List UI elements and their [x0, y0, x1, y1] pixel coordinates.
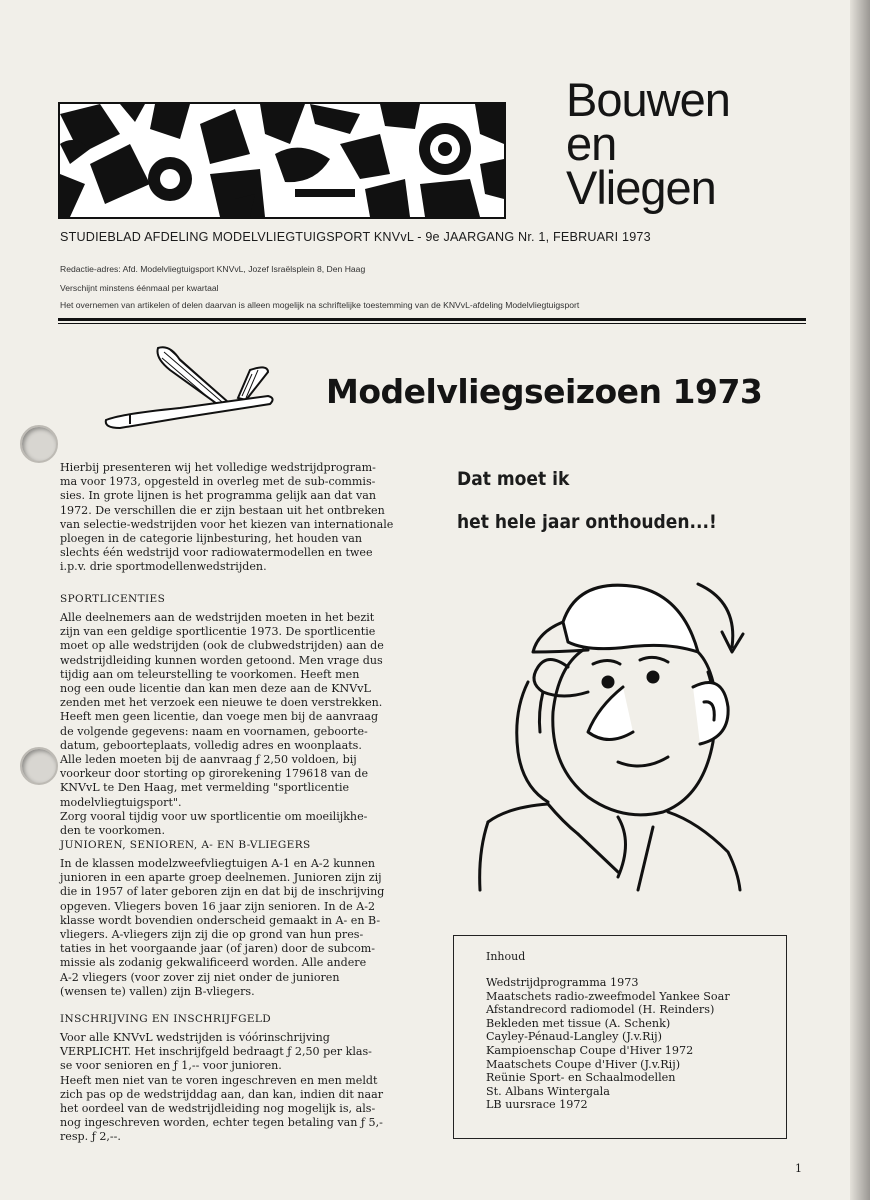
text-line: 1972. De verschillen die er zijn bestaan uit het ontbreken	[60, 503, 385, 517]
text-line: junioren in een aparte groep deelnemen. Junioren zijn zij	[60, 871, 382, 885]
text-line: slechts één wedstrijd voor radiowatermodellen en twee	[60, 546, 373, 560]
text-line: zich pas op de wedstrijddag aan, dan kan, indien dit naar	[60, 1087, 383, 1101]
section-heading-junioren: JUNIOREN, SENIOREN, A- EN B-VLIEGERS	[60, 839, 311, 851]
text-line: wedstrijdleiding kunnen worden getoond. Men vrage dus	[60, 653, 383, 667]
page-number: 1	[795, 1162, 802, 1175]
toc-item: Maatschets Coupe d'Hiver (J.v.Rij)	[486, 1057, 681, 1071]
toc-list	[486, 976, 730, 1112]
toc-item: LB uursrace 1972	[486, 1098, 588, 1112]
article-headline: Modelvliegseizoen 1973	[326, 372, 763, 411]
text-line: i.p.v. drie sportmodellenwedstrijden.	[60, 560, 267, 574]
text-line: ma voor 1973, opgesteld in overleg met de sub-commis-	[60, 475, 376, 489]
text-line: Hierbij presenteren wij het volledige wedstrijdprogram-	[60, 461, 376, 474]
text-line: datum, geboorteplaats, volledig adres en woonplaats.	[60, 738, 362, 752]
masthead-subtitle: STUDIEBLAD AFDELING MODELVLIEGTUIGSPORT KNVvL - 9e JAARGANG Nr. 1, FEBRUARI 1973	[60, 230, 651, 244]
title-line-1: Bouwen	[566, 73, 730, 126]
text-line: A-2 vliegers (voor zover zij niet onder de junioren	[60, 970, 340, 984]
toc-item: Bekleden met tissue (A. Schenk)	[486, 1016, 671, 1030]
text-line: zijn van een geldige sportlicentie 1973. De sportlicentie	[60, 625, 376, 639]
text-line: die in 1957 of later geboren zijn en dat bij de inschrijving	[60, 885, 385, 899]
punch-hole	[20, 425, 58, 463]
text-line: vliegers. A-vliegers zijn zij die op grond van hun pres-	[60, 928, 364, 942]
text-line: van selectie-wedstrijden voor het kiezen van internationale	[60, 517, 394, 531]
magazine-title	[566, 73, 806, 214]
text-line: Alle leden moeten bij de aanvraag ƒ 2,50 voldoen, bij	[60, 753, 357, 767]
text-line: voorkeur door storting op girorekening 179618 van de	[60, 767, 369, 781]
masthead-artwork	[58, 102, 506, 219]
text-line: resp. ƒ 2,--.	[60, 1130, 121, 1144]
toc-item: St. Albans Wintergala	[486, 1084, 610, 1098]
text-line: Alle deelnemers aan de wedstrijden moeten in het bezit	[60, 611, 375, 624]
title-line-3: Vliegen	[566, 161, 716, 214]
text-line: sies. In grote lijnen is het programma gelijk aan dat van	[60, 489, 376, 503]
text-line: nog ingeschreven worden, echter tegen betaling van ƒ 5,-	[60, 1116, 383, 1130]
toc-item: Afstandrecord radiomodel (H. Reinders)	[486, 1003, 715, 1017]
text-line: In de klassen modelzweefvliegtuigen A-1 en A-2 kunnen	[60, 857, 376, 870]
text-line: tijdig aan om teleurstelling te voorkomen. Heeft men	[60, 667, 360, 681]
text-line: nog een oude licentie dan kan men deze aan de KNVvL	[60, 682, 371, 696]
text-line: Zorg vooral tijdig voor uw sportlicentie om moeilijkhe-	[60, 809, 368, 823]
cartoon-caption-line-2: het hele jaar onthouden...!	[457, 511, 717, 533]
article-intro	[60, 461, 432, 575]
publication-frequency: Verschijnt minstens éénmaal per kwartaal	[60, 283, 219, 293]
text-line: de volgende gegevens: naam en voornamen, geboorte-	[60, 724, 368, 738]
text-line: Heeft men geen licentie, dan voege men bij de aanvraag	[60, 710, 379, 724]
text-line: den te voorkomen.	[60, 824, 165, 838]
toc-item: Kampioenschap Coupe d'Hiver 1972	[486, 1043, 694, 1057]
text-line: KNVvL te Den Haag, met vermelding "sportlicentie	[60, 781, 350, 795]
cartoon-caption-line-1: Dat moet ik	[457, 468, 570, 490]
section-heading-sportlicenties: SPORTLICENTIES	[60, 593, 166, 605]
toc-item: Reünie Sport- en Schaalmodellen	[486, 1071, 676, 1085]
toc-title: Inhoud	[486, 950, 526, 963]
text-line: missie als zodanig gekwalificeerd worden. Alle andere	[60, 956, 367, 970]
section-inschrijving	[60, 1031, 432, 1145]
punch-hole	[20, 747, 58, 785]
thinking-man-cartoon	[468, 572, 768, 892]
toc-item: Maatschets radio-zweefmodel Yankee Soar	[486, 989, 730, 1003]
text-line: modelvliegtuigsport".	[60, 795, 182, 809]
text-line: moet op alle wedstrijden (ook de clubwedstrijden) aan de	[60, 639, 384, 653]
toc-item: Cayley-Pénaud-Langley (J.v.Rij)	[486, 1030, 662, 1044]
section-junioren	[60, 857, 432, 999]
page-edge	[850, 0, 870, 1200]
text-line: klasse wordt bovendien onderscheid gemaakt in A- en B-	[60, 913, 381, 927]
text-line: opgeven. Vliegers boven 16 jaar zijn senioren. In de A-2	[60, 899, 376, 913]
text-line: Voor alle KNVvL wedstrijden is vóórinschrijving	[60, 1031, 330, 1044]
text-line: Heeft men niet van te voren ingeschreven en men meldt	[60, 1073, 378, 1087]
editorial-address: Redactie-adres: Afd. Modelvliegtuigsport KNVvL, Jozef Israëlsplein 8, Den Haag	[60, 264, 366, 274]
section-sportlicenties	[60, 611, 432, 838]
text-line: het oordeel van de wedstrijdleiding nog mogelijk is, als-	[60, 1102, 376, 1116]
text-line: ploegen in de categorie lijnbesturing, het houden van	[60, 532, 363, 546]
text-line: zenden met het verzoek een nieuwe te doen verstrekken.	[60, 696, 383, 710]
glider-illustration	[100, 340, 280, 435]
text-line: taties in het voorgaande jaar (of jaren) door de subcom-	[60, 942, 376, 956]
toc-item: Wedstrijdprogramma 1973	[486, 976, 639, 989]
text-line: se voor senioren en ƒ 1,-- voor junioren.	[60, 1059, 282, 1073]
text-line: VERPLICHT. Het inschrijfgeld bedraagt ƒ 2,50 per klas-	[60, 1045, 372, 1059]
section-heading-inschrijving: INSCHRIJVING EN INSCHRIJFGELD	[60, 1013, 272, 1025]
header-rule	[58, 318, 806, 321]
header-rule-thin	[58, 323, 806, 324]
title-line-2: en	[566, 117, 617, 170]
copyright-notice: Het overnemen van artikelen of delen daarvan is alleen mogelijk na schriftelijke toestemming van de KNVvL-afdeling Modelvliegtuigsport	[60, 300, 580, 310]
text-line: (wensen te) vallen) zijn B-vliegers.	[60, 984, 255, 998]
